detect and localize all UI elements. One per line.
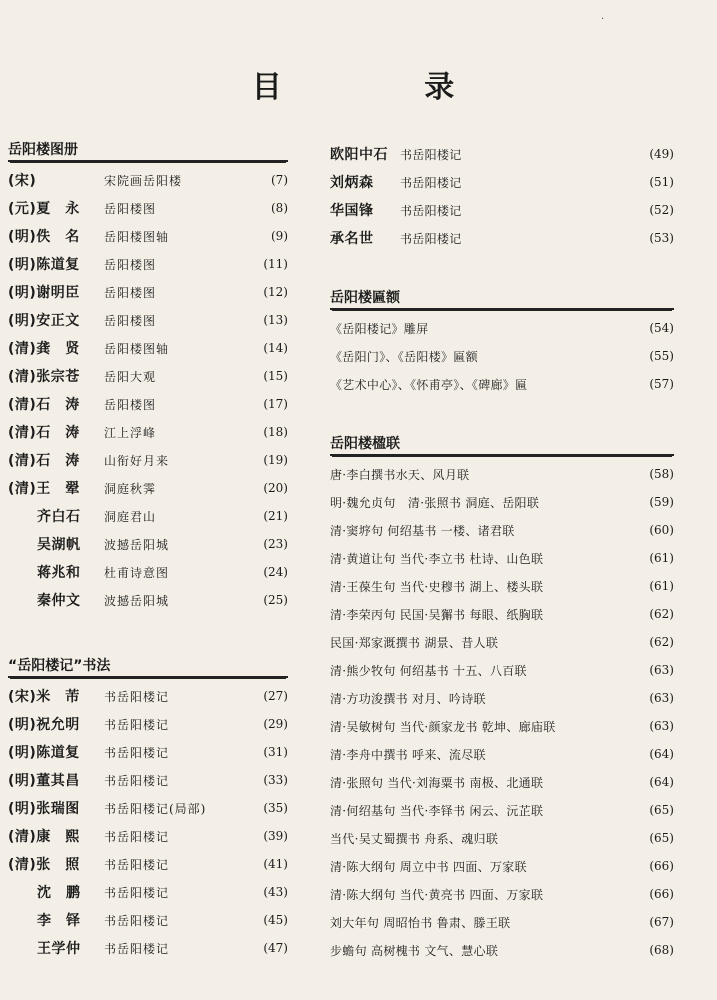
entry-page-number: (63) (649, 663, 674, 677)
entry-page-number: (13) (263, 313, 288, 327)
entry-title: 民国·郑家溉撰书 湖景、昔人联 (330, 635, 499, 650)
toc-entry (8, 934, 288, 962)
entry-title: 书岳阳楼记 (104, 885, 170, 900)
entry-author: (明)张瑞图 (8, 801, 80, 817)
toc-entry (330, 908, 674, 936)
entry-page-number: (63) (649, 719, 674, 733)
entry-author: 承名世 (330, 231, 374, 247)
toc-entry (8, 558, 288, 586)
entry-author: (清)石 涛 (8, 453, 80, 469)
entry-title: 唐·李白撰书水天、风月联 (330, 467, 470, 482)
toc-entry (8, 278, 288, 306)
entry-page-number: (55) (649, 349, 674, 363)
entry-author: (明)董其昌 (8, 773, 80, 789)
entry-title: 岳阳楼图轴 (104, 341, 170, 356)
entry-page-number: (23) (263, 537, 288, 551)
entry-page-number: (54) (649, 321, 674, 335)
toc-entry (330, 516, 674, 544)
entry-title: 刘大年句 周昭怡书 鲁肃、滕王联 (330, 915, 511, 930)
entry-author: 刘炳森 (330, 175, 374, 191)
entry-title: 书岳阳楼记 (104, 773, 170, 788)
entry-author: 蒋兆和 (8, 565, 81, 581)
entry-author: 李 铎 (8, 913, 81, 929)
entry-title: 书岳阳楼记 (104, 913, 170, 928)
entry-title: 岳阳楼图 (104, 285, 157, 300)
toc-entry (8, 362, 288, 390)
entry-author: (明)陈道复 (8, 745, 80, 761)
toc-entry (330, 342, 674, 370)
entry-page-number: (7) (271, 173, 288, 187)
calligraphy-list (8, 682, 288, 962)
entry-page-number: (65) (649, 803, 674, 817)
toc-entry (8, 822, 288, 850)
entry-page-number: (67) (649, 915, 674, 929)
entry-title: 书岳阳楼记 (104, 689, 170, 704)
section-heading-plaques: 岳阳楼匾额 (330, 288, 674, 310)
entry-author: (清)石 涛 (8, 397, 80, 413)
entry-title: 清·陈大纲句 周立中书 四面、万家联 (330, 859, 527, 874)
left-column (8, 140, 288, 962)
toc-entry (330, 852, 674, 880)
entry-title: 书岳阳楼记 (104, 717, 170, 732)
toc-entry (8, 530, 288, 558)
entry-title: 波撼岳阳城 (104, 537, 170, 552)
toc-entry (330, 628, 674, 656)
entry-author: 华国锋 (330, 203, 374, 219)
entry-title: 书岳阳楼记 (104, 941, 170, 956)
entry-page-number: (18) (263, 425, 288, 439)
entry-page-number: (49) (649, 147, 674, 161)
entry-author: 吴湖帆 (8, 537, 81, 553)
entry-page-number: (11) (263, 257, 288, 271)
entry-page-number: (29) (263, 717, 288, 731)
entry-author: (清)张 照 (8, 857, 80, 873)
toc-entry (8, 794, 288, 822)
entry-title: 岳阳大观 (104, 369, 157, 384)
toc-entry (8, 682, 288, 710)
entry-title: 岳阳楼图 (104, 397, 157, 412)
toc-entry (8, 166, 288, 194)
entry-title: 书岳阳楼记 (400, 175, 462, 190)
entry-title: 清·张照句 当代·刘海粟书 南极、北通联 (330, 775, 544, 790)
entry-author: (元)夏 永 (8, 201, 80, 217)
entry-page-number: (57) (649, 377, 674, 391)
toc-entry (330, 224, 674, 252)
entry-page-number: (66) (649, 887, 674, 901)
entry-page-number: (25) (263, 593, 288, 607)
right-column (330, 140, 674, 964)
entry-author: (明)谢明臣 (8, 285, 80, 301)
entry-title: 岳阳楼图 (104, 257, 157, 272)
entry-title: 清·陈大纲句 当代·黄亮书 四面、万家联 (330, 887, 544, 902)
entry-title: 杜甫诗意图 (104, 565, 170, 580)
entry-page-number: (64) (649, 747, 674, 761)
toc-entry (8, 878, 288, 906)
toc-entry (8, 418, 288, 446)
toc-entry (330, 168, 674, 196)
entry-author: (明)佚 名 (8, 229, 80, 245)
entry-title: 洞庭君山 (104, 509, 157, 524)
entry-page-number: (58) (649, 467, 674, 481)
entry-author: 秦仲文 (8, 593, 81, 609)
entry-page-number: (12) (263, 285, 288, 299)
toc-entry (8, 738, 288, 766)
entry-page-number: (51) (649, 175, 674, 189)
calligraphy-list-continued (330, 140, 674, 252)
toc-entry (330, 796, 674, 824)
entry-title: 步蟾句 高树槐书 文气、慧心联 (330, 943, 499, 958)
entry-title: 《岳阳门》、《岳阳楼》匾额 (330, 349, 478, 364)
toc-entry (330, 768, 674, 796)
entry-title: 清·方功浚撰书 对月、吟诗联 (330, 691, 486, 706)
entry-title: 岳阳楼图轴 (104, 229, 170, 244)
toc-entry (8, 306, 288, 334)
entry-page-number: (53) (649, 231, 674, 245)
entry-page-number: (27) (263, 689, 288, 703)
toc-entry (8, 502, 288, 530)
entry-page-number: (52) (649, 203, 674, 217)
entry-title: 清·何绍基句 当代·李铎书 闲云、沅芷联 (330, 803, 544, 818)
toc-entry (8, 390, 288, 418)
entry-title: 波撼岳阳城 (104, 593, 170, 608)
toc-entry (330, 740, 674, 768)
toc-entry (8, 334, 288, 362)
paintings-list (8, 166, 288, 614)
entry-author: (明)陈道复 (8, 257, 80, 273)
entry-page-number: (65) (649, 831, 674, 845)
entry-page-number: (24) (263, 565, 288, 579)
entry-author: (明)祝允明 (8, 717, 80, 733)
entry-page-number: (35) (263, 801, 288, 815)
entry-title: 明·魏允贞句 清·张照书 洞庭、岳阳联 (330, 495, 540, 510)
entry-title: 书岳阳楼记 (104, 857, 170, 872)
entry-title: 宋院画岳阳楼 (104, 173, 183, 188)
entry-title: 清·王葆生句 当代·史穆书 湖上、楼头联 (330, 579, 544, 594)
toc-entry (330, 488, 674, 516)
entry-page-number: (68) (649, 943, 674, 957)
toc-entry (330, 460, 674, 488)
entry-page-number: (19) (263, 453, 288, 467)
entry-title: 《艺术中心》、《怀甫亭》、《碑廊》匾 (330, 377, 528, 392)
entry-title: 岳阳楼图 (104, 201, 157, 216)
entry-author: 欧阳中石 (330, 147, 388, 163)
toc-entry (330, 140, 674, 168)
toc-entry (330, 824, 674, 852)
entry-page-number: (62) (649, 607, 674, 621)
entry-title: 清·窦垿句 何绍基书 一楼、诸君联 (330, 523, 515, 538)
entry-page-number: (33) (263, 773, 288, 787)
toc-entry (330, 600, 674, 628)
entry-author: (清)张宗苍 (8, 369, 80, 385)
entry-page-number: (41) (263, 857, 288, 871)
entry-title: 洞庭秋霁 (104, 481, 157, 496)
entry-author: (清)王 翚 (8, 481, 80, 497)
entry-author: (明)安正文 (8, 313, 80, 329)
section-heading-calligraphy: “岳阳楼记”书法 (8, 656, 288, 678)
entry-page-number: (61) (649, 579, 674, 593)
entry-page-number: (59) (649, 495, 674, 509)
entry-page-number: (63) (649, 691, 674, 705)
speck-mark: · (601, 14, 605, 25)
toc-entry (330, 712, 674, 740)
toc-entry (8, 766, 288, 794)
toc-entry (8, 906, 288, 934)
toc-entry (330, 936, 674, 964)
toc-entry (330, 544, 674, 572)
toc-entry (8, 250, 288, 278)
entry-title: 山衔好月来 (104, 453, 170, 468)
entry-page-number: (17) (263, 397, 288, 411)
toc-entry (8, 222, 288, 250)
entry-title: 江上浮峰 (104, 425, 157, 440)
entry-author: (清)龚 贤 (8, 341, 80, 357)
entry-title: 书岳阳楼记(局部) (104, 801, 207, 816)
toc-entry (8, 194, 288, 222)
entry-page-number: (60) (649, 523, 674, 537)
entry-title: 书岳阳楼记 (104, 829, 170, 844)
entry-author: 沈 鹏 (8, 885, 81, 901)
entry-title: 书岳阳楼记 (400, 203, 462, 218)
entry-page-number: (66) (649, 859, 674, 873)
toc-entry (330, 572, 674, 600)
entry-page-number: (45) (263, 913, 288, 927)
toc-entry (8, 446, 288, 474)
entry-title: 书岳阳楼记 (400, 231, 462, 246)
entry-title: 清·黄道让句 当代·李立书 杜诗、山色联 (330, 551, 544, 566)
entry-author: (宋) (8, 173, 37, 189)
entry-title: 清·熊少牧句 何绍基书 十五、八百联 (330, 663, 527, 678)
entry-title: 清·李荣丙句 民国·吴獬书 每眼、纸胸联 (330, 607, 544, 622)
entry-title: 清·李舟中撰书 呼来、流尽联 (330, 747, 486, 762)
entry-title: 书岳阳楼记 (400, 147, 462, 162)
toc-entry (8, 710, 288, 738)
section-heading-paintings: 岳阳楼图册 (8, 140, 288, 162)
toc-entry (330, 656, 674, 684)
toc-entry (8, 586, 288, 614)
toc-entry (8, 850, 288, 878)
couplets-list (330, 460, 674, 964)
entry-title: 清·吴敏树句 当代·颜家龙书 乾坤、廊庙联 (330, 719, 556, 734)
entry-author: (清)康 熙 (8, 829, 80, 845)
entry-page-number: (31) (263, 745, 288, 759)
entry-page-number: (61) (649, 551, 674, 565)
section-heading-couplets: 岳阳楼楹联 (330, 434, 674, 456)
plaques-list (330, 314, 674, 398)
toc-entry (330, 684, 674, 712)
toc-entry (330, 196, 674, 224)
entry-title: 当代·吴丈蜀撰书 舟系、魂归联 (330, 831, 499, 846)
entry-page-number: (47) (263, 941, 288, 955)
entry-page-number: (20) (263, 481, 288, 495)
entry-page-number: (14) (263, 341, 288, 355)
entry-page-number: (9) (271, 229, 288, 243)
entry-author: (清)石 涛 (8, 425, 80, 441)
entry-page-number: (62) (649, 635, 674, 649)
entry-page-number: (43) (263, 885, 288, 899)
entry-title: 岳阳楼图 (104, 313, 157, 328)
entry-page-number: (8) (271, 201, 288, 215)
entry-title: 《岳阳楼记》雕屏 (330, 321, 429, 336)
toc-entry (330, 880, 674, 908)
toc-entry (330, 370, 674, 398)
page-title: 目 录 (251, 70, 521, 105)
entry-page-number: (21) (263, 509, 288, 523)
toc-entry (8, 474, 288, 502)
entry-author: 王学仲 (8, 941, 81, 957)
entry-author: (宋)米 芾 (8, 689, 80, 705)
entry-author: 齐白石 (8, 509, 81, 525)
entry-page-number: (39) (263, 829, 288, 843)
toc-entry (330, 314, 674, 342)
entry-page-number: (64) (649, 775, 674, 789)
entry-page-number: (15) (263, 369, 288, 383)
entry-title: 书岳阳楼记 (104, 745, 170, 760)
